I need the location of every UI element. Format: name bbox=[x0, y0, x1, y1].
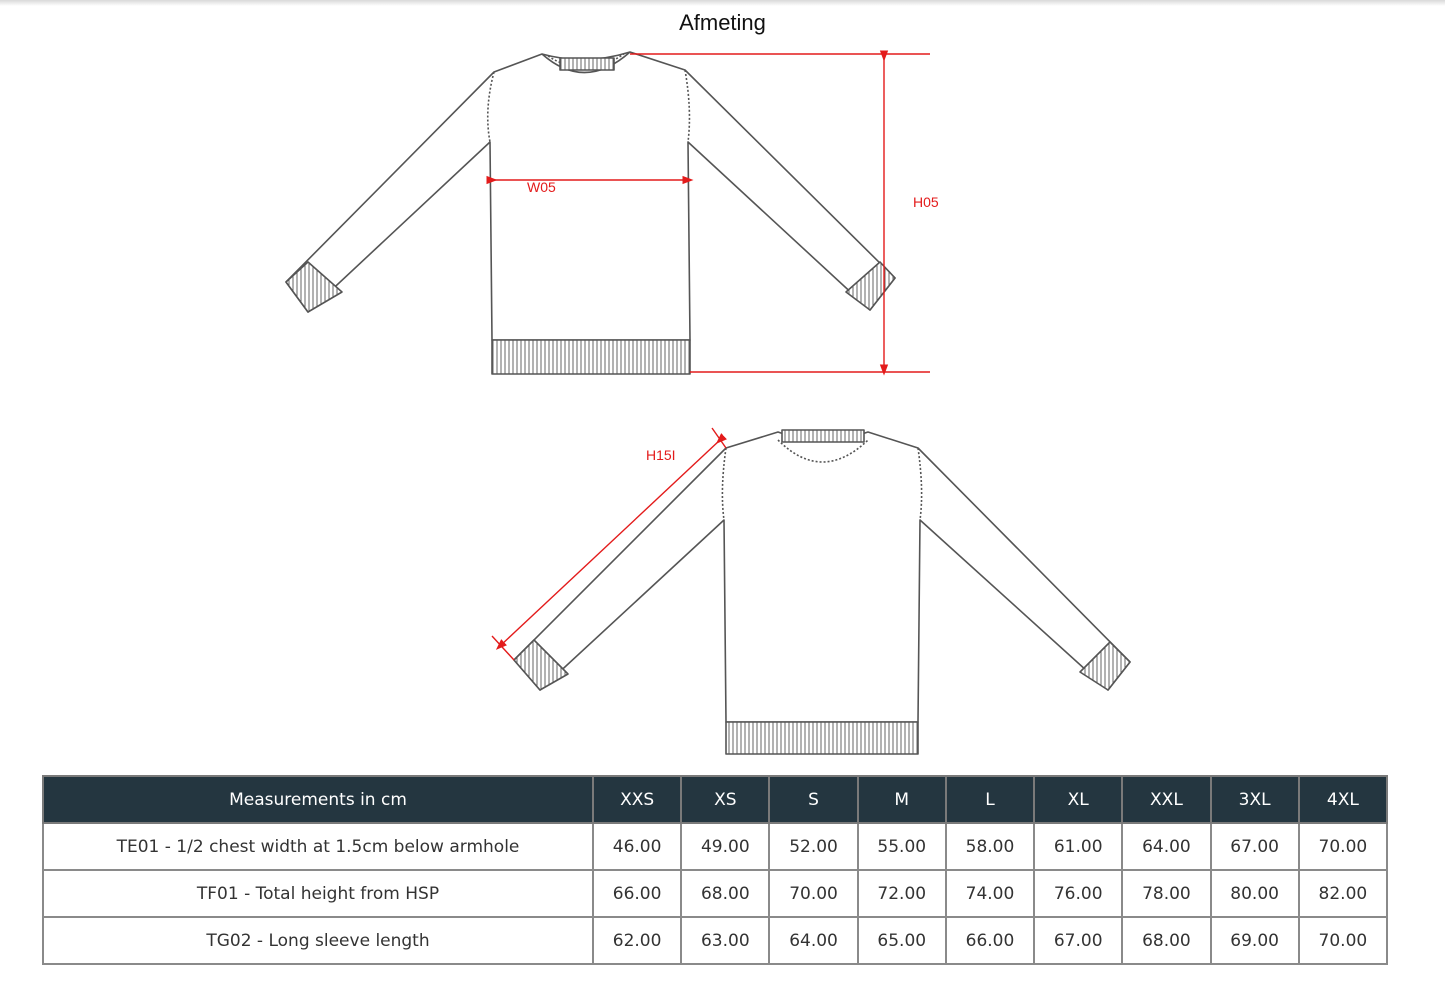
table-cell: 55.00 bbox=[858, 823, 946, 870]
label-h15i: H15I bbox=[646, 447, 676, 463]
header-size-4xl: 4XL bbox=[1299, 776, 1387, 823]
page-title: Afmeting bbox=[679, 10, 766, 35]
header-size-xxl: XXL bbox=[1122, 776, 1210, 823]
table-row bbox=[43, 823, 1387, 870]
table-cell: 52.00 bbox=[769, 823, 857, 870]
table-cell: 70.00 bbox=[1299, 917, 1387, 964]
table-cell: 67.00 bbox=[1034, 917, 1122, 964]
table-cell: 82.00 bbox=[1299, 870, 1387, 917]
table-cell: 68.00 bbox=[1122, 917, 1210, 964]
table-cell: 74.00 bbox=[946, 870, 1034, 917]
table-row bbox=[43, 870, 1387, 917]
table-cell: 69.00 bbox=[1211, 917, 1299, 964]
header-size-s: S bbox=[769, 776, 857, 823]
table-cell: 70.00 bbox=[769, 870, 857, 917]
table-cell: 68.00 bbox=[681, 870, 769, 917]
row-label: TE01 - 1/2 chest width at 1.5cm below armhole bbox=[43, 823, 593, 870]
table-cell: 46.00 bbox=[593, 823, 681, 870]
label-w05: W05 bbox=[527, 179, 556, 195]
table-cell: 61.00 bbox=[1034, 823, 1122, 870]
header-size-xs: XS bbox=[681, 776, 769, 823]
header-size-xl: XL bbox=[1034, 776, 1122, 823]
row-label: TF01 - Total height from HSP bbox=[43, 870, 593, 917]
table-row bbox=[43, 917, 1387, 964]
table-cell: 64.00 bbox=[769, 917, 857, 964]
table-cell: 58.00 bbox=[946, 823, 1034, 870]
table-cell: 67.00 bbox=[1211, 823, 1299, 870]
table-cell: 64.00 bbox=[1122, 823, 1210, 870]
size-table bbox=[42, 775, 1388, 965]
table-cell: 65.00 bbox=[858, 917, 946, 964]
table-cell: 80.00 bbox=[1211, 870, 1299, 917]
header-size-m: M bbox=[858, 776, 946, 823]
table-cell: 62.00 bbox=[593, 917, 681, 964]
header-size-3xl: 3XL bbox=[1211, 776, 1299, 823]
front-sweater-drawing bbox=[286, 52, 895, 374]
table-cell: 78.00 bbox=[1122, 870, 1210, 917]
table-cell: 66.00 bbox=[593, 870, 681, 917]
back-sweater-drawing bbox=[514, 430, 1130, 754]
label-h05: H05 bbox=[913, 194, 939, 210]
table-header-row bbox=[43, 776, 1387, 823]
table-cell: 66.00 bbox=[946, 917, 1034, 964]
header-size-xxs: XXS bbox=[593, 776, 681, 823]
row-label: TG02 - Long sleeve length bbox=[43, 917, 593, 964]
table-cell: 70.00 bbox=[1299, 823, 1387, 870]
table-cell: 72.00 bbox=[858, 870, 946, 917]
header-measurements: Measurements in cm bbox=[43, 776, 593, 823]
table-cell: 63.00 bbox=[681, 917, 769, 964]
header-size-l: L bbox=[946, 776, 1034, 823]
table-cell: 76.00 bbox=[1034, 870, 1122, 917]
table-cell: 49.00 bbox=[681, 823, 769, 870]
